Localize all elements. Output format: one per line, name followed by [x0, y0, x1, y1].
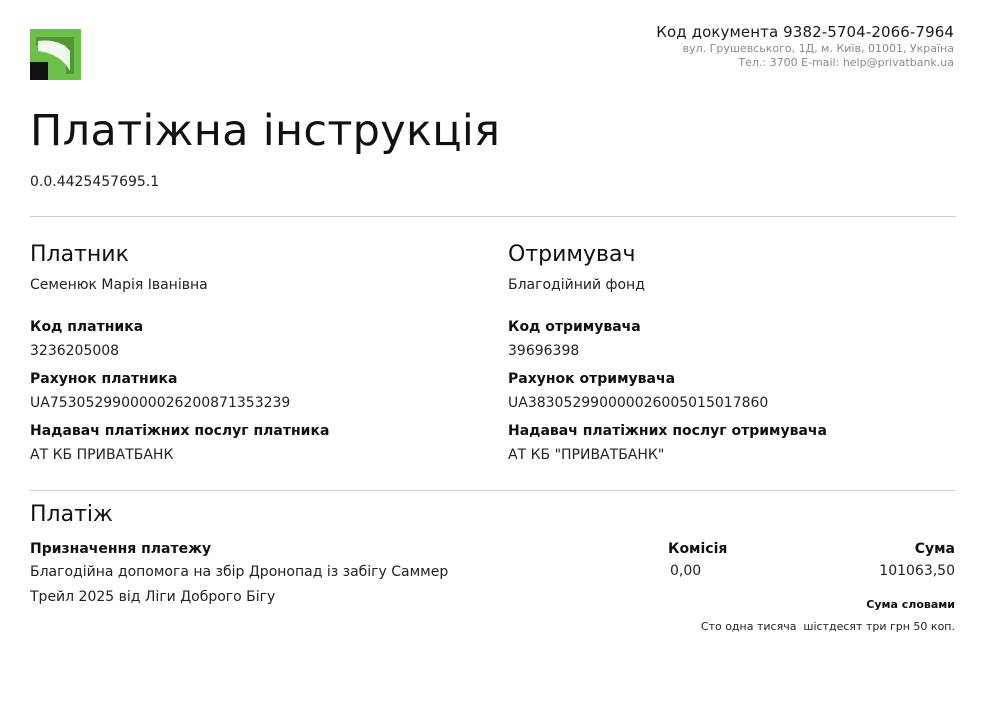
bank-contacts: Тел.: 3700 E-mail: help@privatbank.ua	[738, 56, 954, 69]
payer-account: UA753052990000026200871353239	[30, 395, 291, 411]
recipient-section	[508, 240, 948, 465]
payer-code: 3236205008	[30, 343, 120, 359]
payer-code-label: Код платника	[30, 319, 144, 335]
payer-provider-label: Надавач платіжних послуг платника	[30, 423, 330, 439]
sum-label: Сума	[914, 541, 955, 557]
commission-value: 0,00	[670, 563, 702, 579]
payer-provider: АТ КБ ПРИВАТБАНК	[30, 447, 174, 463]
purpose-text-line2: Трейл 2025 від Ліги Доброго Бігу	[30, 589, 276, 605]
recipient-account-label: Рахунок отримувача	[508, 371, 676, 387]
payment-purpose	[30, 539, 500, 609]
sum-words-label: Сума словами	[866, 598, 955, 611]
bank-details	[656, 22, 954, 70]
recipient-code-label: Код отримувача	[508, 319, 641, 335]
recipient-provider: АТ КБ "ПРИВАТБАНК"	[508, 447, 665, 463]
document-number: 0.0.4425457695.1	[30, 174, 160, 190]
commission-label: Комісія	[668, 541, 728, 557]
sum	[879, 539, 955, 581]
document-code: Код документа 9382-5704-2066-7964	[656, 23, 954, 41]
payer-name: Семенюк Марія Іванівна	[30, 277, 208, 293]
payment-heading: Платіж	[30, 502, 113, 527]
recipient-account: UA383052990000026005015017860	[508, 395, 769, 411]
privatbank-logo-icon	[30, 29, 81, 80]
sum-value: 101063,50	[879, 563, 955, 579]
bank-address: вул. Грушевського, 1Д, м. Київ, 01001, Україна	[682, 42, 954, 55]
recipient-provider-label: Надавач платіжних послуг отримувача	[508, 423, 827, 439]
recipient-code: 39696398	[508, 343, 580, 359]
payer-account-label: Рахунок платника	[30, 371, 178, 387]
sum-in-words	[701, 597, 955, 635]
divider	[30, 490, 956, 491]
page-title: Платіжна інструкція	[30, 106, 501, 156]
commission	[668, 539, 727, 581]
purpose-text-line1: Благодійна допомога на збір Дронопад із забігу Саммер	[30, 564, 449, 580]
purpose-label: Призначення платежу	[30, 541, 212, 557]
payer-section	[30, 240, 470, 465]
sum-words-value: Сто одна тисяча шістдесят три грн 50 коп.	[700, 620, 955, 633]
recipient-heading: Отримувач	[508, 242, 636, 267]
recipient-name: Благодійний фонд	[508, 277, 645, 293]
divider	[30, 216, 956, 217]
payer-heading: Платник	[30, 242, 129, 267]
